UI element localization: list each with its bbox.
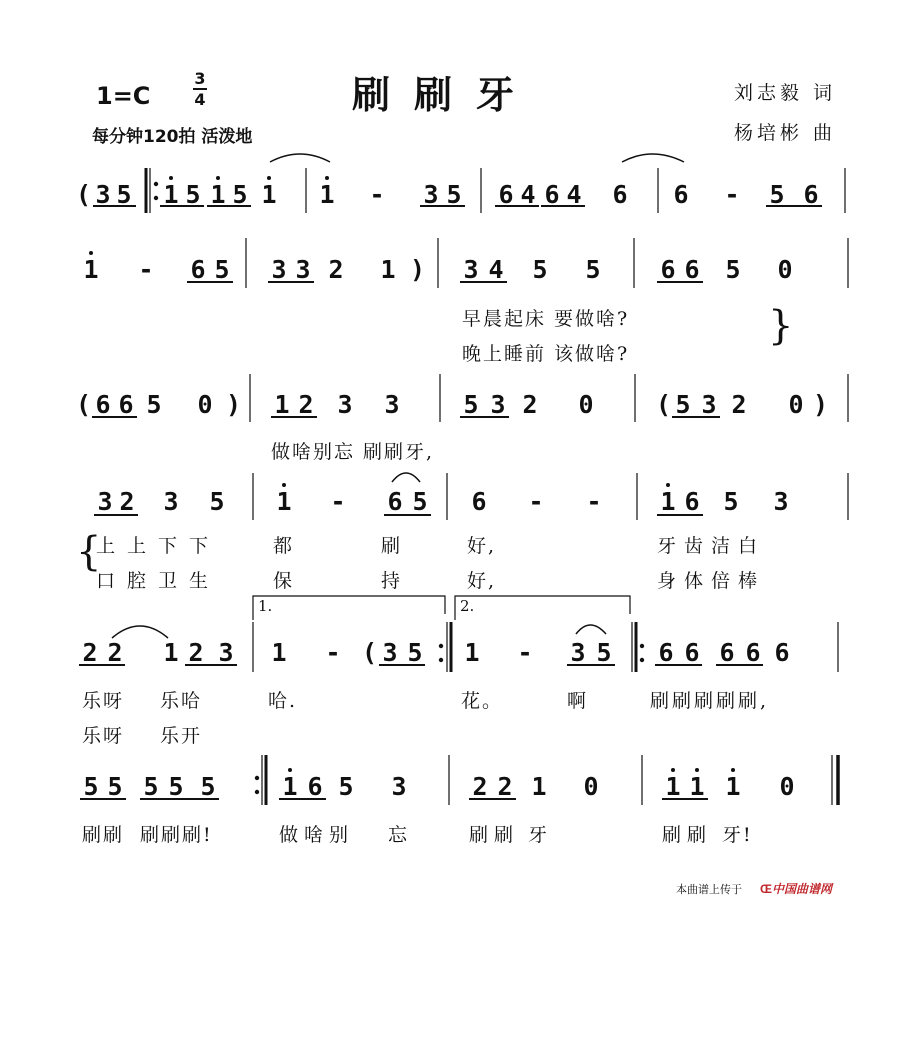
lyric-word: 乐呀 [82,690,125,712]
ending-bracket [455,596,630,620]
repeat-dot [439,644,443,648]
composer-credit: 杨培彬 曲 [734,122,837,144]
note: 2 [731,390,747,419]
note: - [586,487,602,516]
octave-dot [169,176,173,180]
repeat-dot [640,658,644,662]
site-logo-text: 中国曲谱网 [772,882,833,896]
note: 5 [107,772,123,801]
note: 6 [612,180,628,209]
note: 3 [391,772,407,801]
lyric-word: 刷刷 [469,824,520,846]
note: 2 [522,390,538,419]
lyric-word: 刷刷 [82,824,125,846]
note: 5 [407,638,423,667]
note: 3 [384,390,400,419]
lyric-word: 身体倍棒 [657,570,766,592]
lyric-word: 乐呀 [82,725,125,747]
brace-icon: } [768,303,794,349]
note: 0 [583,772,599,801]
note: ) [226,390,242,419]
note: 0 [779,772,795,801]
note: 1 [660,487,676,516]
note: 4 [520,180,536,209]
octave-dot [216,176,220,180]
lyric-word: 上上下下 [96,535,221,557]
note: 1 [319,180,335,209]
note: 0 [578,390,594,419]
lyric-word: 乐哈 [160,690,203,712]
octave-dot [731,768,735,772]
lyric-word: 牙齿洁白 [657,535,766,557]
octave-dot [288,768,292,772]
note: 6 [673,180,689,209]
note: 5 [200,772,216,801]
note: - [528,487,544,516]
note: 1 [276,487,292,516]
ending-1-label: 1. [258,597,273,615]
lyric-word: 刷刷刷刷刷, [650,690,770,712]
note: 1 [665,772,681,801]
note: 3 [773,487,789,516]
note: 6 [658,638,674,667]
note: 6 [803,180,819,209]
note: 6 [471,487,487,516]
footer-text: 本曲谱上传于 [676,884,742,896]
note: - [138,255,154,284]
lyric-line: 早晨起床 要做啥? [462,308,630,330]
note: 6 [719,638,735,667]
time-signature-bottom: 4 [194,90,206,109]
note: 5 [675,390,691,419]
note: 1 [689,772,705,801]
note: 1 [261,180,277,209]
lyric-word: 好, [467,535,497,557]
note: - [330,487,346,516]
octave-dot [282,483,286,487]
octave-dot [89,251,93,255]
note: 5 [723,487,739,516]
note: - [325,638,341,667]
lyric-word: 花。 [461,690,504,712]
lyric-word: 刷刷 [662,824,713,846]
note: 2 [107,638,123,667]
ending-2-label: 2. [460,597,475,615]
note: 3 [218,638,234,667]
brace-icon: { [76,529,102,575]
note: 1 [282,772,298,801]
note: 2 [497,772,513,801]
tempo-marking: 每分钟120拍 活泼地 [92,127,253,147]
note: 5 [83,772,99,801]
note: 6 [118,390,134,419]
note: 1 [163,180,179,209]
song-title: 刷刷牙 [352,72,539,117]
note: 5 [146,390,162,419]
note: 2 [472,772,488,801]
lyric-word: 刷刷刷! [140,824,213,846]
octave-dot [325,176,329,180]
lyric-word: 乐开 [160,725,203,747]
note: ) [410,255,426,284]
lyric-word: 啊 [567,690,589,712]
note: 6 [387,487,403,516]
note: 6 [684,638,700,667]
note: 1 [83,255,99,284]
note: 4 [566,180,582,209]
note: 3 [337,390,353,419]
note: 5 [446,180,462,209]
note: 6 [544,180,560,209]
lyricist-credit: 刘志毅 词 [734,82,837,104]
lyric-word: 好, [467,570,497,592]
note: 0 [777,255,793,284]
lyric-word: 持 [381,570,403,592]
note: 5 [143,772,159,801]
note: - [369,180,385,209]
note: - [517,638,533,667]
octave-dot [671,768,675,772]
note: 5 [209,487,225,516]
note: 3 [95,180,111,209]
note: 5 [585,255,601,284]
lyric-line: 晚上睡前 该做啥? [462,343,630,365]
lyric-word: 牙! [722,824,753,846]
note: 2 [188,638,204,667]
note: 6 [684,487,700,516]
octave-dot [666,483,670,487]
note: 3 [463,255,479,284]
note: 3 [271,255,287,284]
note: ( [362,638,378,667]
repeat-dot [255,776,259,780]
note: 3 [97,487,113,516]
note: 6 [498,180,514,209]
repeat-dot [640,644,644,648]
note: 1 [725,772,741,801]
note: 6 [190,255,206,284]
lyric-word: 刷 [381,535,403,557]
note: 5 [532,255,548,284]
note: 5 [596,638,612,667]
repeat-dot [439,658,443,662]
note: 0 [197,390,213,419]
slur [576,625,606,634]
note: 1 [531,772,547,801]
note: 4 [488,255,504,284]
note: 3 [163,487,179,516]
note: 5 [168,772,184,801]
note: 5 [769,180,785,209]
note: 0 [788,390,804,419]
note: 2 [82,638,98,667]
lyric-word: 都 [273,535,295,557]
note: 3 [423,180,439,209]
lyric-word: 保 [273,570,295,592]
note: 1 [271,638,287,667]
lyric-word: 口腔卫生 [96,570,221,592]
note: 1 [274,390,290,419]
lyric-word: 牙 [528,824,550,846]
octave-dot [695,768,699,772]
note: 6 [684,255,700,284]
note: 3 [490,390,506,419]
note: 1 [464,638,480,667]
slur [270,154,330,162]
note: 2 [298,390,314,419]
note: 2 [328,255,344,284]
note: 6 [95,390,111,419]
note: 5 [338,772,354,801]
note: 1 [210,180,226,209]
note: 5 [232,180,248,209]
lyric-line: 做啥别忘 刷刷牙, [271,441,435,463]
note: 6 [745,638,761,667]
note: 3 [295,255,311,284]
ending-bracket [253,596,445,620]
note: ( [656,390,672,419]
slur [392,473,420,482]
repeat-dot [154,182,158,186]
note: 5 [214,255,230,284]
note: ( [76,180,92,209]
repeat-dot [255,790,259,794]
lyric-word: 哈. [268,690,298,712]
note: 6 [307,772,323,801]
note: 5 [185,180,201,209]
note: ) [813,390,829,419]
time-signature-top: 3 [194,69,206,88]
octave-dot [267,176,271,180]
note: 6 [774,638,790,667]
lyric-word: 做啥别 [279,824,355,846]
slur [112,626,168,638]
note: 5 [412,487,428,516]
repeat-dot [154,196,158,200]
note: 3 [570,638,586,667]
note: - [724,180,740,209]
lyric-word: 忘 [388,824,410,846]
note: 1 [163,638,179,667]
slur [622,154,684,162]
site-logo-mark-icon: Œ [760,882,772,896]
note: 5 [463,390,479,419]
note: ( [76,390,92,419]
note: 3 [701,390,717,419]
note: 5 [725,255,741,284]
note: 2 [119,487,135,516]
note: 5 [116,180,132,209]
key-signature: 1=C [96,82,151,110]
note: 3 [382,638,398,667]
note: 1 [380,255,396,284]
note: 6 [660,255,676,284]
